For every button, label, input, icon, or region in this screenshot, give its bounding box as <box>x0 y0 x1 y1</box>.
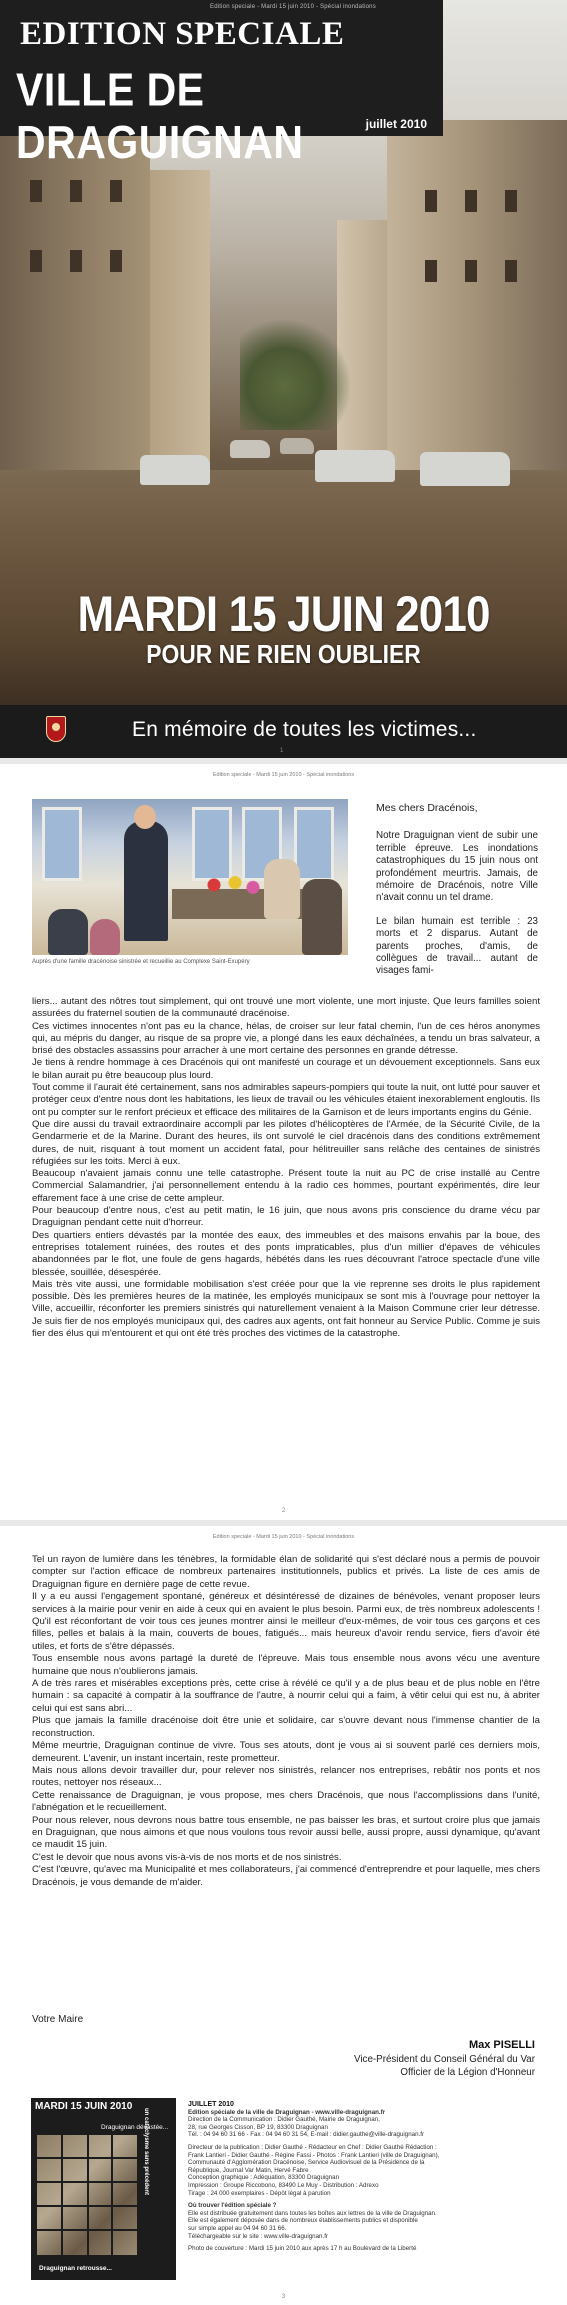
role-line: Vice-Président du Conseil Général du Var <box>354 2054 535 2065</box>
imprint-line: Où trouver l'édition spéciale ? <box>188 2202 277 2210</box>
letter-page-1 <box>0 758 567 1520</box>
paragraph: Ces victimes innocentes n'ont pas eu la chance, hélas, de croiser sur leur fatal chemin, l'un de ces héros anonymes qui, au mépris du danger, au risque de sa propre vie, a plongé dans les eaux déchaînées, a tendu un bras salvateur, a brisé des obstacles assassins pour arracher à une mort certaine des personnes en grande détresse. <box>32 1020 540 1057</box>
sign-off: Votre Maire <box>32 2014 84 2025</box>
imprint-line: sur simple appel au 04 94 60 31 66. <box>188 2224 287 2232</box>
paragraph: Plus que jamais la famille dracénoise doit être unie et solidaire, car s'ouvre devant nous l'immense chantier de la reconstruction. <box>32 1715 540 1739</box>
paragraph: C'est l'œuvre, qu'avec ma Municipalité et mes collaborateurs, j'ai commencé d'entreprendre et pour laquelle, mes chers Dracénois, je vous demande de m'aider. <box>32 1864 540 1888</box>
imprint-line: Edition spéciale de la ville de Draguignan - www.ville-draguignan.fr <box>188 2108 386 2116</box>
masthead <box>0 0 443 169</box>
thumbnail-subtitle: Draguignan dévastée... <box>101 2124 169 2131</box>
issue-date: juillet 2010 <box>365 117 427 131</box>
main-column <box>32 996 540 1340</box>
thumbnail-vertical-text: un cataclysme sans précédent <box>143 2108 149 2196</box>
side-column <box>376 802 538 989</box>
imprint-line: Directeur de la publication : Didier Gauthé - Rédacteur en Chef : Didier Gauthé Rédaction : <box>188 2143 437 2151</box>
paragraph: Pour nous relever, nous devrons nous battre tous ensemble, ne pas baisser les bras, et surtout croire plus que jamais en Draguignan, que nous aimons et que nous voulons tous revoir aussi belle, aussi propre, aussi dynamique, qu'avant ce maudit 15 juin. <box>32 1814 540 1851</box>
greeting: Mes chers Dracénois, <box>376 802 478 814</box>
edition-title: EDITION SPECIALE <box>20 16 345 52</box>
paragraph: A de très rares et misérables exceptions près, cette crise à révélé ce qu'il y a de plus beau et de plus noble en l'être humain : sa capacité à compatir à la souffrance de l'autre, à nourrir celui qui a faim, à vêtir celui qui est nu, à abriter celui qui est sans abri... <box>32 1678 540 1714</box>
imprint-line: République, Journal Var Matin, Hervé Fabre <box>188 2166 309 2174</box>
paragraph: liers... autant des nôtres tout simplement, qui ont trouvé une mort violente, une mort injuste. Que leurs familles soient assurées du fraternel soutien de la communauté dracénoise. <box>32 996 540 1020</box>
photo-caption: Auprès d'une famille dracénoise sinistrée et recueillie au Complexe Saint-Exupéry <box>32 959 250 965</box>
signatory-role <box>354 2053 535 2079</box>
paragraph: Notre Draguignan vient de subir une terrible épreuve. Les inondations catastrophiques du 15 juin nous ont profondément meurtris. Jamais, de mémoire de Dracénois, notre Ville n'avait connu un tel drame. <box>376 830 538 904</box>
paragraph: Tous ensemble nous avons partagé la dureté de l'épreuve. Mais tous ensemble nous avons vécu une aventure humaine que nous n'oublierons jamais. <box>32 1653 540 1677</box>
photo-mosaic <box>37 2135 137 2255</box>
city-crest-icon <box>46 716 66 742</box>
imprint-box <box>31 2098 537 2283</box>
cover-headline <box>0 585 567 670</box>
imprint-line: Frank Lantieri - Didier Gauthé - Régine Fassi - Photos : Frank Lantieri (ville de Draguignan), <box>188 2151 440 2159</box>
imprint-text <box>188 2101 533 2258</box>
paragraph: Il y a eu aussi l'engagement spontané, généreux et désintéressé de dizaines de bénévoles, venant proposer leurs services à la mairie pour venir en aide à ceux qui en avaient le plus besoin. Parmi eux, de très nombreux adolescents ! Qu'il est réconfortant de voir tous ces jeunes montrer ainsi le meilleur d'eux-mêmes, de voir tous ces garçons et ces filles, pelles et balais à la main, couverts de boues, fatigués... mais heureux d'avoir rendu service, fiers d'avoir été utiles, et forts de s'être dépassés. <box>32 1591 540 1652</box>
main-column <box>32 1554 540 1889</box>
imprint-line: Direction de la Communication : Didier Gauthé, Mairie de Draguignan, <box>188 2116 380 2124</box>
imprint-line: Conception graphique : Adéquation, 83300 Draguignan <box>188 2174 340 2182</box>
headline-subtitle: POUR NE RIEN OUBLIER <box>146 639 421 669</box>
paragraph: Beaucoup n'avaient jamais connu une telle catastrophe. Présent toute la nuit au PC de crise installé au Centre Commercial Salamandrier, j'ai personnellement entendu à la radio ces hommes, pourtant expérimentés, dire leur effarement face à une crise de cette ampleur. <box>32 1168 540 1204</box>
paragraph: Même meurtrie, Draguignan continue de vivre. Tous ses atouts, dont je vous ai si souvent parlé ces derniers mois, demeurent. L'avenir, un instant incertain, reste prometteur. <box>32 1740 540 1764</box>
imprint-line: Photo de couverture : Mardi 15 juin 2010 aux après 17 h au Boulevard de la Liberté <box>188 2245 417 2253</box>
paragraph: Je tiens à rendre hommage à ces Dracénois qui ont manifesté un courage et un dévouement exceptionnels. Sans eux le bilan aurait pu être beaucoup plus lourd. <box>32 1057 540 1081</box>
page-number: 2 <box>281 1508 286 1514</box>
signatory-name: Max PISELLI <box>468 2039 535 2051</box>
paragraph: Cette renaissance de Draguignan, je vous propose, mes chers Dracénois, que nous l'accomplissions dans l'unité, l'abnégation et le recueillement. <box>32 1789 540 1814</box>
paragraph: Mais très vite aussi, une formidable mobilisation s'est créée pour que la vie reprenne ses droits le plus rapidement possible. Dès les premières heures de la matinée, les employés municipaux se sont mis à l'ouvrage pour nettoyer la Ville, accueillir, réconforter les premiers sinistrés qui naturellement venaient à la Maison Commune crier leur détresse. Je suis fier de nos employés municipaux qui, des cadres aux agents, ont fait honneur au Service Public. Comme je suis fier des élus qui m'entourent et qui ont été très proches des victimes de la catastrophe. <box>32 1278 540 1340</box>
paragraph: Pour beaucoup d'entre nous, c'est au petit matin, le 16 juin, que nous avons pris conscience du drame vécu par Draguignan pendant cette nuit d'horreur. <box>32 1205 540 1229</box>
paragraph: Mais nous allons devoir travailler dur, pour relever nos sinistrés, relancer nos entreprises, rebâtir nos ponts et nos routes, nettoyer nos réseaux... <box>32 1764 540 1789</box>
masthead-kicker: Edition speciale - Mardi 15 juin 2010 - Spécial inondations <box>210 4 376 10</box>
imprint-line: Communauté d'Agglomération Dracénoise, Service Audiovisuel de la Présidence de la <box>188 2159 425 2167</box>
paragraph: Le bilan humain est terrible : 23 morts et 2 disparus. Autant de parents proches, d'amis, de collègues de travail... autant de visages fami- <box>376 915 538 977</box>
paragraph: Tel un rayon de lumière dans les ténèbres, la formidable élan de solidarité qui s'est déclaré nous a permis de pouvoir compter sur l'action efficace de nombreux partenaires institutionnels, publics et privés. La liste de ces amis de Draguignan figure en dernière page de cette revue. <box>32 1554 540 1590</box>
imprint-line: 28, rue Georges Cisson, BP 19, 83300 Draguignan <box>188 2123 328 2131</box>
mayor-visit-photo <box>32 799 348 955</box>
paragraph: C'est le devoir que nous avons vis-à-vis de nos morts et de nos sinistrés. <box>32 1851 342 1863</box>
cover-page <box>0 0 567 758</box>
imprint-line: Tél. : 04 94 60 31 66 - Fax : 04 94 60 31 54, E-mail : didier.gauthe@ville-draguignan.fr <box>188 2131 425 2139</box>
page-number: 1 <box>280 748 284 754</box>
page-number: 3 <box>281 2294 286 2300</box>
thumbnail-title: MARDI 15 JUIN 2010 <box>35 2101 133 2112</box>
imprint-line: Impression : Groupe Riccobono, 83490 Le Muy - Distribution : Adrexo <box>188 2181 379 2189</box>
imprint-month: JUILLET 2010 <box>188 2101 234 2108</box>
city-title: VILLE DE DRAGUIGNAN <box>16 64 304 169</box>
memorial-text: En mémoire de toutes les victimes... <box>132 718 477 741</box>
imprint-line: Elle est également déposée dans de nombreux établissements publics et disponible <box>188 2217 418 2225</box>
letter-page-2 <box>0 1520 567 2305</box>
imprint-line: Tirage : 24 000 exemplaires - Dépôt légal à parution <box>188 2189 331 2197</box>
page-header: Edition speciale - Mardi 15 juin 2010 - Spécial inondations <box>212 772 355 778</box>
page-header: Edition speciale - Mardi 15 juin 2010 - Spécial inondations <box>212 1534 355 1540</box>
paragraph: Tout comme il l'aurait été certainement, sans nos admirables sapeurs-pompiers qui toute la nuit, ont lutté pour sauver et protéger ceux d'entre nous dont les habitations, les lieux de travail ou les véhicules étaient inexorablement engloutis. Ils ont pu compter sur le renfort précieux et efficace des militaires de la Garnison et de leurs importants engins du Génie. <box>32 1082 540 1118</box>
back-cover-thumbnail <box>31 2098 176 2280</box>
headline-date: MARDI 15 JUIN 2010 <box>77 586 490 642</box>
thumbnail-footer: Draguignan retrousse... <box>39 2265 112 2272</box>
role-line: Officier de la Légion d'Honneur <box>400 2067 535 2078</box>
paragraph: Que dire aussi du travail extraordinaire accompli par les pilotes d'hélicoptères de l'Armée, de la Sécurité Civile, de la Gendarmerie et de la Marine. Durant des heures, ils ont survolé le ciel dracénois dans des conditions extrêmement dures, de nuit, risquant à tout moment un accident fatal, pour hélitreuiller sans relâche des centaines de sinistrés réfugiées sur les toits. Merci à eux. <box>32 1118 540 1167</box>
imprint-line: Elle est distribuée gratuitement dans toutes les boîtes aux lettres de la ville de Draguignan. <box>188 2209 437 2217</box>
paragraph: Des quartiers entiers dévastés par la montée des eaux, des immeubles et des maisons envahis par la boue, des entreprises totalement ruinées, des routes et des ponts impraticables, plus d'un millier d'épaves de véhicules abandonnées par le flot, une foule de gens hagards, hébétés dans les rues découvrant l'atroce spectacle d'une ville blessée, souillée, désespérée. <box>32 1229 540 1278</box>
imprint-line: Téléchargeable sur le site : www.ville-draguignan.fr <box>188 2232 328 2240</box>
